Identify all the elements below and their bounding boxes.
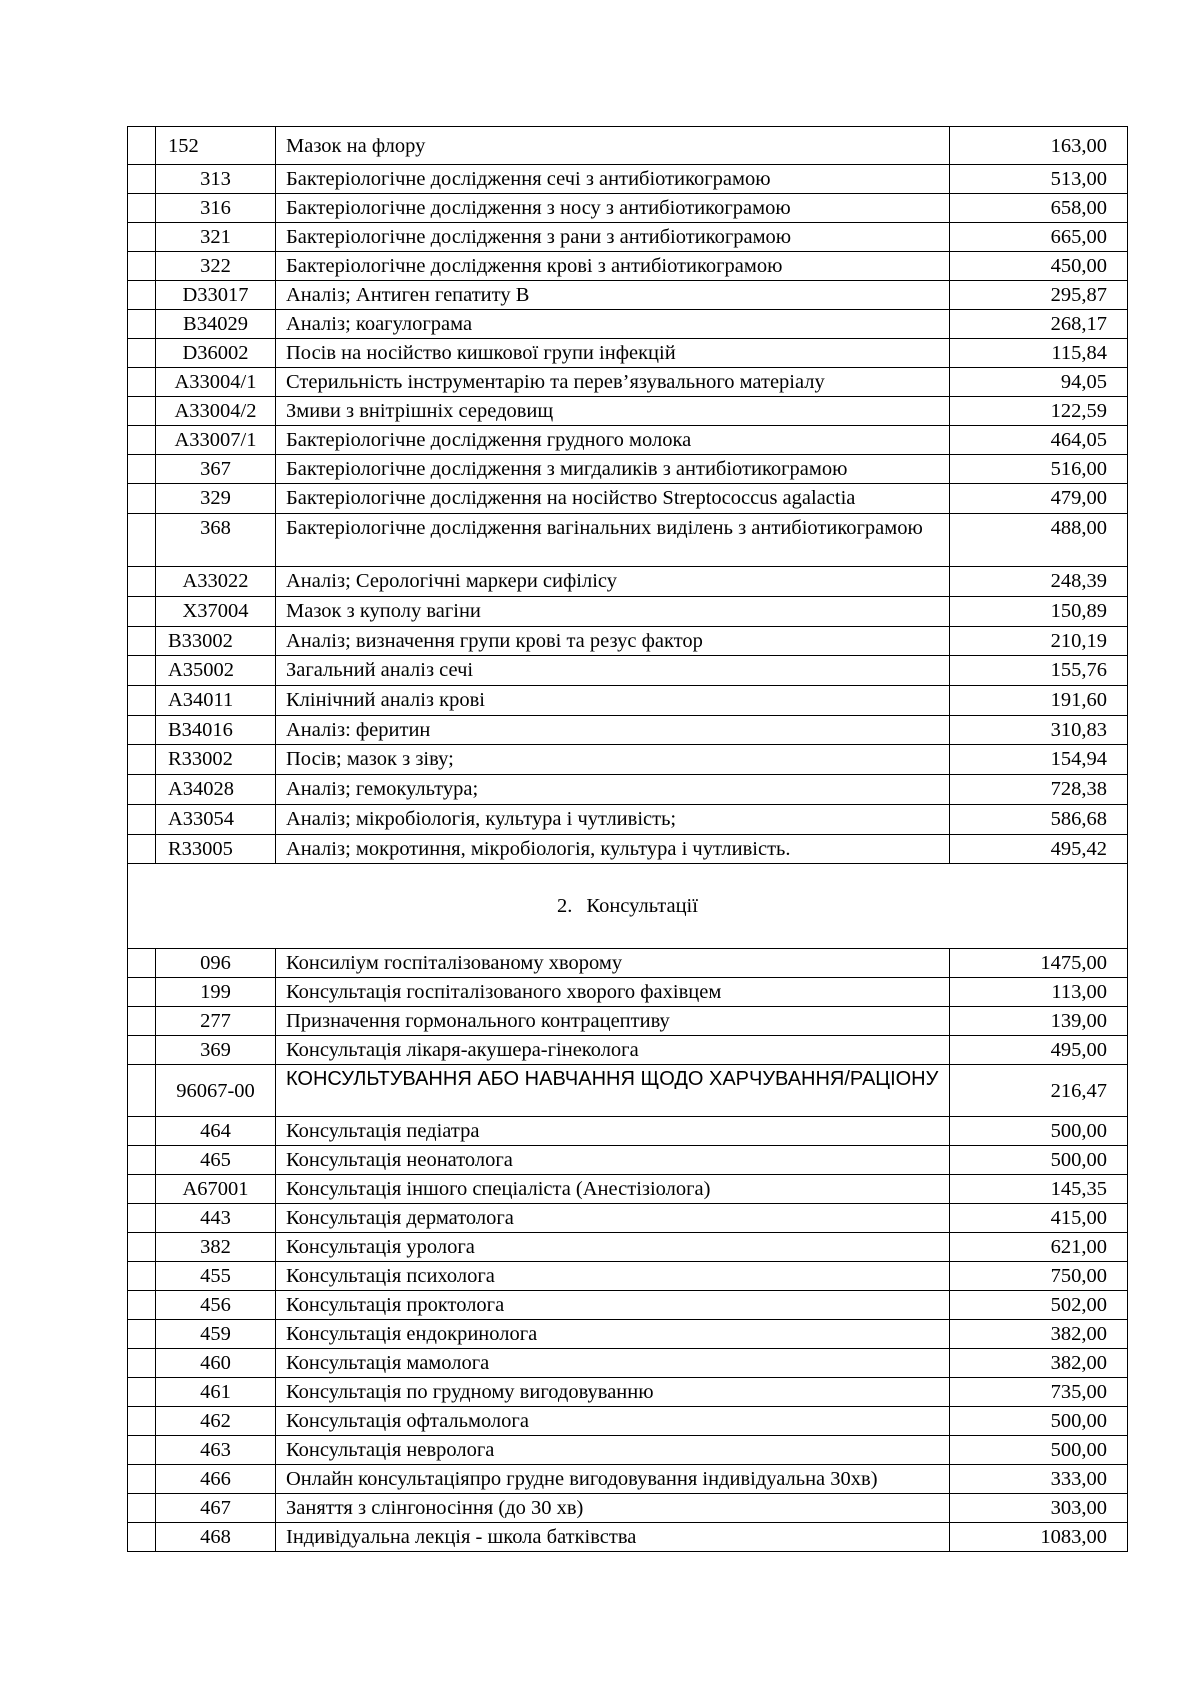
table-row <box>128 368 1128 397</box>
service-code: B34016 <box>156 716 276 745</box>
service-price: 155,76 <box>950 656 1128 686</box>
service-price: 382,00 <box>950 1320 1128 1349</box>
table-row <box>128 252 1128 281</box>
table-row <box>128 1007 1128 1036</box>
table-row <box>128 716 1128 745</box>
index-cell <box>128 1349 156 1378</box>
index-cell <box>128 310 156 339</box>
service-price: 516,00 <box>950 455 1128 484</box>
service-price: 415,00 <box>950 1204 1128 1233</box>
service-price: 154,94 <box>950 745 1128 775</box>
service-price: 94,05 <box>950 368 1128 397</box>
service-code: 322 <box>156 252 276 281</box>
index-cell <box>128 514 156 567</box>
index-cell <box>128 978 156 1007</box>
service-name: Мазок з куполу вагіни <box>276 597 950 627</box>
service-price: 450,00 <box>950 252 1128 281</box>
service-code: 455 <box>156 1262 276 1291</box>
service-price: 191,60 <box>950 686 1128 716</box>
service-name: Загальний аналіз сечі <box>276 656 950 686</box>
service-name: Аналіз: феритин <box>276 716 950 745</box>
table-row <box>128 397 1128 426</box>
service-name: Змиви з внітрішніх середовищ <box>276 397 950 426</box>
table-row <box>128 1465 1128 1494</box>
table-row <box>128 1117 1128 1146</box>
service-code: A34028 <box>156 775 276 805</box>
index-cell <box>128 1378 156 1407</box>
index-cell <box>128 1262 156 1291</box>
service-name: Консультація іншого спеціаліста (Анестізіолога) <box>276 1175 950 1204</box>
service-code: 368 <box>156 514 276 567</box>
table-row <box>128 194 1128 223</box>
service-price: 1083,00 <box>950 1523 1128 1552</box>
service-name: Консультація уролога <box>276 1233 950 1262</box>
index-cell <box>128 252 156 281</box>
index-cell <box>128 1036 156 1065</box>
index-cell <box>128 597 156 627</box>
table-row <box>128 310 1128 339</box>
service-code: A33007/1 <box>156 426 276 455</box>
service-name: Консультація проктолога <box>276 1291 950 1320</box>
index-cell <box>128 1494 156 1523</box>
service-code: 329 <box>156 484 276 514</box>
section-name: Консультації <box>586 895 698 917</box>
service-code: D33017 <box>156 281 276 310</box>
service-price: 586,68 <box>950 805 1128 835</box>
service-code: 367 <box>156 455 276 484</box>
index-cell <box>128 484 156 514</box>
table-row <box>128 1146 1128 1175</box>
service-price: 750,00 <box>950 1262 1128 1291</box>
service-price: 210,19 <box>950 627 1128 656</box>
index-cell <box>128 426 156 455</box>
service-code: 459 <box>156 1320 276 1349</box>
index-cell <box>128 716 156 745</box>
service-name: Бактеріологічне дослідження на носійство Streptococcus agalactia <box>276 484 950 514</box>
table-row <box>128 455 1128 484</box>
index-cell <box>128 745 156 775</box>
table-row <box>128 1204 1128 1233</box>
lab-services-rows <box>128 127 1128 864</box>
table-row <box>128 775 1128 805</box>
service-price: 303,00 <box>950 1494 1128 1523</box>
index-cell <box>128 775 156 805</box>
table-row <box>128 1262 1128 1291</box>
index-cell <box>128 1065 156 1117</box>
service-price: 502,00 <box>950 1291 1128 1320</box>
service-code: X37004 <box>156 597 276 627</box>
index-cell <box>128 1523 156 1552</box>
service-code: A33004/2 <box>156 397 276 426</box>
service-name: Консультація лікаря-акушера-гінеколога <box>276 1036 950 1065</box>
service-code: A67001 <box>156 1175 276 1204</box>
table-row <box>128 1036 1128 1065</box>
index-cell <box>128 1175 156 1204</box>
index-cell <box>128 165 156 194</box>
index-cell <box>128 1320 156 1349</box>
service-name: Бактеріологічне дослідження сечі з антибіотикограмою <box>276 165 950 194</box>
service-code: A33022 <box>156 567 276 597</box>
table-row <box>128 1349 1128 1378</box>
service-code: 461 <box>156 1378 276 1407</box>
service-price: 488,00 <box>950 514 1128 567</box>
service-code: A35002 <box>156 656 276 686</box>
service-price: 500,00 <box>950 1146 1128 1175</box>
table-row <box>128 627 1128 656</box>
service-code: A33054 <box>156 805 276 835</box>
service-name: Заняття з слінгоносіння (до 30 хв) <box>276 1494 950 1523</box>
table-row <box>128 484 1128 514</box>
service-price: 382,00 <box>950 1349 1128 1378</box>
service-code: D36002 <box>156 339 276 368</box>
service-name: Бактеріологічне дослідження з рани з антибіотикограмою <box>276 223 950 252</box>
service-code: 466 <box>156 1465 276 1494</box>
table-row <box>128 127 1128 165</box>
table-row <box>128 165 1128 194</box>
service-code: 199 <box>156 978 276 1007</box>
table-row <box>128 281 1128 310</box>
service-name: Бактеріологічне дослідження крові з антибіотикограмою <box>276 252 950 281</box>
service-name: Аналіз; коагулограма <box>276 310 950 339</box>
table-row <box>128 978 1128 1007</box>
index-cell <box>128 1233 156 1262</box>
service-code: 462 <box>156 1407 276 1436</box>
service-name: Консультація по грудному вигодовуванню <box>276 1378 950 1407</box>
consultation-rows <box>128 949 1128 1552</box>
service-price: 163,00 <box>950 127 1128 165</box>
service-name: Стерильність інструментарію та перев’язувального матеріалу <box>276 368 950 397</box>
service-code: 313 <box>156 165 276 194</box>
service-price: 268,17 <box>950 310 1128 339</box>
service-name: Консультація офтальмолога <box>276 1407 950 1436</box>
service-price: 145,35 <box>950 1175 1128 1204</box>
service-price: 1475,00 <box>950 949 1128 978</box>
service-code: 96067-00 <box>156 1065 276 1117</box>
index-cell <box>128 194 156 223</box>
service-name: Консультація госпіталізованого хворого фахівцем <box>276 978 950 1007</box>
service-code: 369 <box>156 1036 276 1065</box>
section-number: 2. <box>557 895 573 917</box>
index-cell <box>128 1291 156 1320</box>
service-name: КОНСУЛЬТУВАННЯ АБО НАВЧАННЯ ЩОДО ХАРЧУВАННЯ/РАЦІОНУ <box>276 1065 950 1117</box>
service-name: Консультація психолога <box>276 1262 950 1291</box>
service-code: B33002 <box>156 627 276 656</box>
price-list-page <box>127 126 1127 1552</box>
price-table <box>127 126 1128 1552</box>
table-row <box>128 1494 1128 1523</box>
service-name: Консультація дерматолога <box>276 1204 950 1233</box>
service-code: A34011 <box>156 686 276 716</box>
table-row <box>128 835 1128 864</box>
service-code: 460 <box>156 1349 276 1378</box>
service-code: 463 <box>156 1436 276 1465</box>
service-code: 464 <box>156 1117 276 1146</box>
service-price: 122,59 <box>950 397 1128 426</box>
service-price: 479,00 <box>950 484 1128 514</box>
service-name: Консультація мамолога <box>276 1349 950 1378</box>
service-name: Посів на носійство кишкової групи інфекцій <box>276 339 950 368</box>
service-price: 115,84 <box>950 339 1128 368</box>
service-code: B34029 <box>156 310 276 339</box>
index-cell <box>128 686 156 716</box>
index-cell <box>128 627 156 656</box>
service-code: R33002 <box>156 745 276 775</box>
service-name: Бактеріологічне дослідження з мигдаликів з антибіотикограмою <box>276 455 950 484</box>
index-cell <box>128 1204 156 1233</box>
index-cell <box>128 567 156 597</box>
service-price: 464,05 <box>950 426 1128 455</box>
service-price: 621,00 <box>950 1233 1128 1262</box>
table-row <box>128 514 1128 567</box>
service-price: 150,89 <box>950 597 1128 627</box>
table-row <box>128 1436 1128 1465</box>
service-code: 443 <box>156 1204 276 1233</box>
table-row <box>128 1175 1128 1204</box>
index-cell <box>128 1407 156 1436</box>
section-title <box>128 864 1128 949</box>
index-cell <box>128 835 156 864</box>
service-name: Посів; мазок з зіву; <box>276 745 950 775</box>
service-name: Онлайн консультаціяпро грудне вигодовування індивідуальна 30хв) <box>276 1465 950 1494</box>
service-name: Консультація неонатолога <box>276 1146 950 1175</box>
service-name: Клінічний аналіз крові <box>276 686 950 716</box>
service-price: 495,00 <box>950 1036 1128 1065</box>
index-cell <box>128 805 156 835</box>
table-row <box>128 597 1128 627</box>
service-code: 152 <box>156 127 276 165</box>
table-row <box>128 1233 1128 1262</box>
table-row <box>128 1320 1128 1349</box>
service-price: 216,47 <box>950 1065 1128 1117</box>
service-name: Аналіз; мокротиння, мікробіологія, культура і чутливість. <box>276 835 950 864</box>
table-row <box>128 1291 1128 1320</box>
service-price: 333,00 <box>950 1465 1128 1494</box>
service-code: 468 <box>156 1523 276 1552</box>
index-cell <box>128 1146 156 1175</box>
service-name: Аналіз; гемокультура; <box>276 775 950 805</box>
service-price: 113,00 <box>950 978 1128 1007</box>
index-cell <box>128 1117 156 1146</box>
service-code: 277 <box>156 1007 276 1036</box>
table-row <box>128 745 1128 775</box>
section-header-row <box>128 864 1128 949</box>
service-name: Бактеріологічне дослідження грудного молока <box>276 426 950 455</box>
service-name: Консультація невролога <box>276 1436 950 1465</box>
index-cell <box>128 281 156 310</box>
table-row <box>128 567 1128 597</box>
service-name: Аналіз; Серологічні маркери сифілісу <box>276 567 950 597</box>
service-price: 248,39 <box>950 567 1128 597</box>
index-cell <box>128 339 156 368</box>
index-cell <box>128 1465 156 1494</box>
table-row <box>128 656 1128 686</box>
service-price: 500,00 <box>950 1436 1128 1465</box>
service-price: 735,00 <box>950 1378 1128 1407</box>
service-name: Призначення гормонального контрацептиву <box>276 1007 950 1036</box>
table-row <box>128 949 1128 978</box>
index-cell <box>128 127 156 165</box>
service-price: 500,00 <box>950 1117 1128 1146</box>
service-name: Консультація ендокринолога <box>276 1320 950 1349</box>
table-row <box>128 426 1128 455</box>
service-name: Аналіз; мікробіологія, культура і чутливість; <box>276 805 950 835</box>
index-cell <box>128 656 156 686</box>
table-row <box>128 805 1128 835</box>
index-cell <box>128 1436 156 1465</box>
table-row <box>128 686 1128 716</box>
index-cell <box>128 223 156 252</box>
index-cell <box>128 397 156 426</box>
service-price: 658,00 <box>950 194 1128 223</box>
service-code: 316 <box>156 194 276 223</box>
table-row <box>128 1065 1128 1117</box>
section-header-rows <box>128 864 1128 949</box>
index-cell <box>128 1007 156 1036</box>
service-name: Бактеріологічне дослідження з носу з антибіотикограмою <box>276 194 950 223</box>
service-price: 665,00 <box>950 223 1128 252</box>
service-name: Мазок на флору <box>276 127 950 165</box>
service-code: 096 <box>156 949 276 978</box>
service-code: 456 <box>156 1291 276 1320</box>
table-row <box>128 223 1128 252</box>
service-code: 465 <box>156 1146 276 1175</box>
service-price: 295,87 <box>950 281 1128 310</box>
table-row <box>128 1523 1128 1552</box>
index-cell <box>128 949 156 978</box>
table-row <box>128 339 1128 368</box>
service-name: Консиліум госпіталізованому хворому <box>276 949 950 978</box>
service-name: Аналіз; Антиген гепатиту B <box>276 281 950 310</box>
table-row <box>128 1407 1128 1436</box>
service-price: 310,83 <box>950 716 1128 745</box>
service-code: 321 <box>156 223 276 252</box>
service-name: Консультація педіатра <box>276 1117 950 1146</box>
service-price: 495,42 <box>950 835 1128 864</box>
service-code: A33004/1 <box>156 368 276 397</box>
service-price: 500,00 <box>950 1407 1128 1436</box>
service-code: R33005 <box>156 835 276 864</box>
index-cell <box>128 368 156 397</box>
service-price: 513,00 <box>950 165 1128 194</box>
index-cell <box>128 455 156 484</box>
table-row <box>128 1378 1128 1407</box>
service-price: 139,00 <box>950 1007 1128 1036</box>
service-code: 467 <box>156 1494 276 1523</box>
service-name: Бактеріологічне дослідження вагінальних виділень з антибіотикограмою <box>276 514 950 567</box>
service-name: Аналіз; визначення групи крові та резус фактор <box>276 627 950 656</box>
service-price: 728,38 <box>950 775 1128 805</box>
service-name: Індивідуальна лекція - школа батківства <box>276 1523 950 1552</box>
service-code: 382 <box>156 1233 276 1262</box>
